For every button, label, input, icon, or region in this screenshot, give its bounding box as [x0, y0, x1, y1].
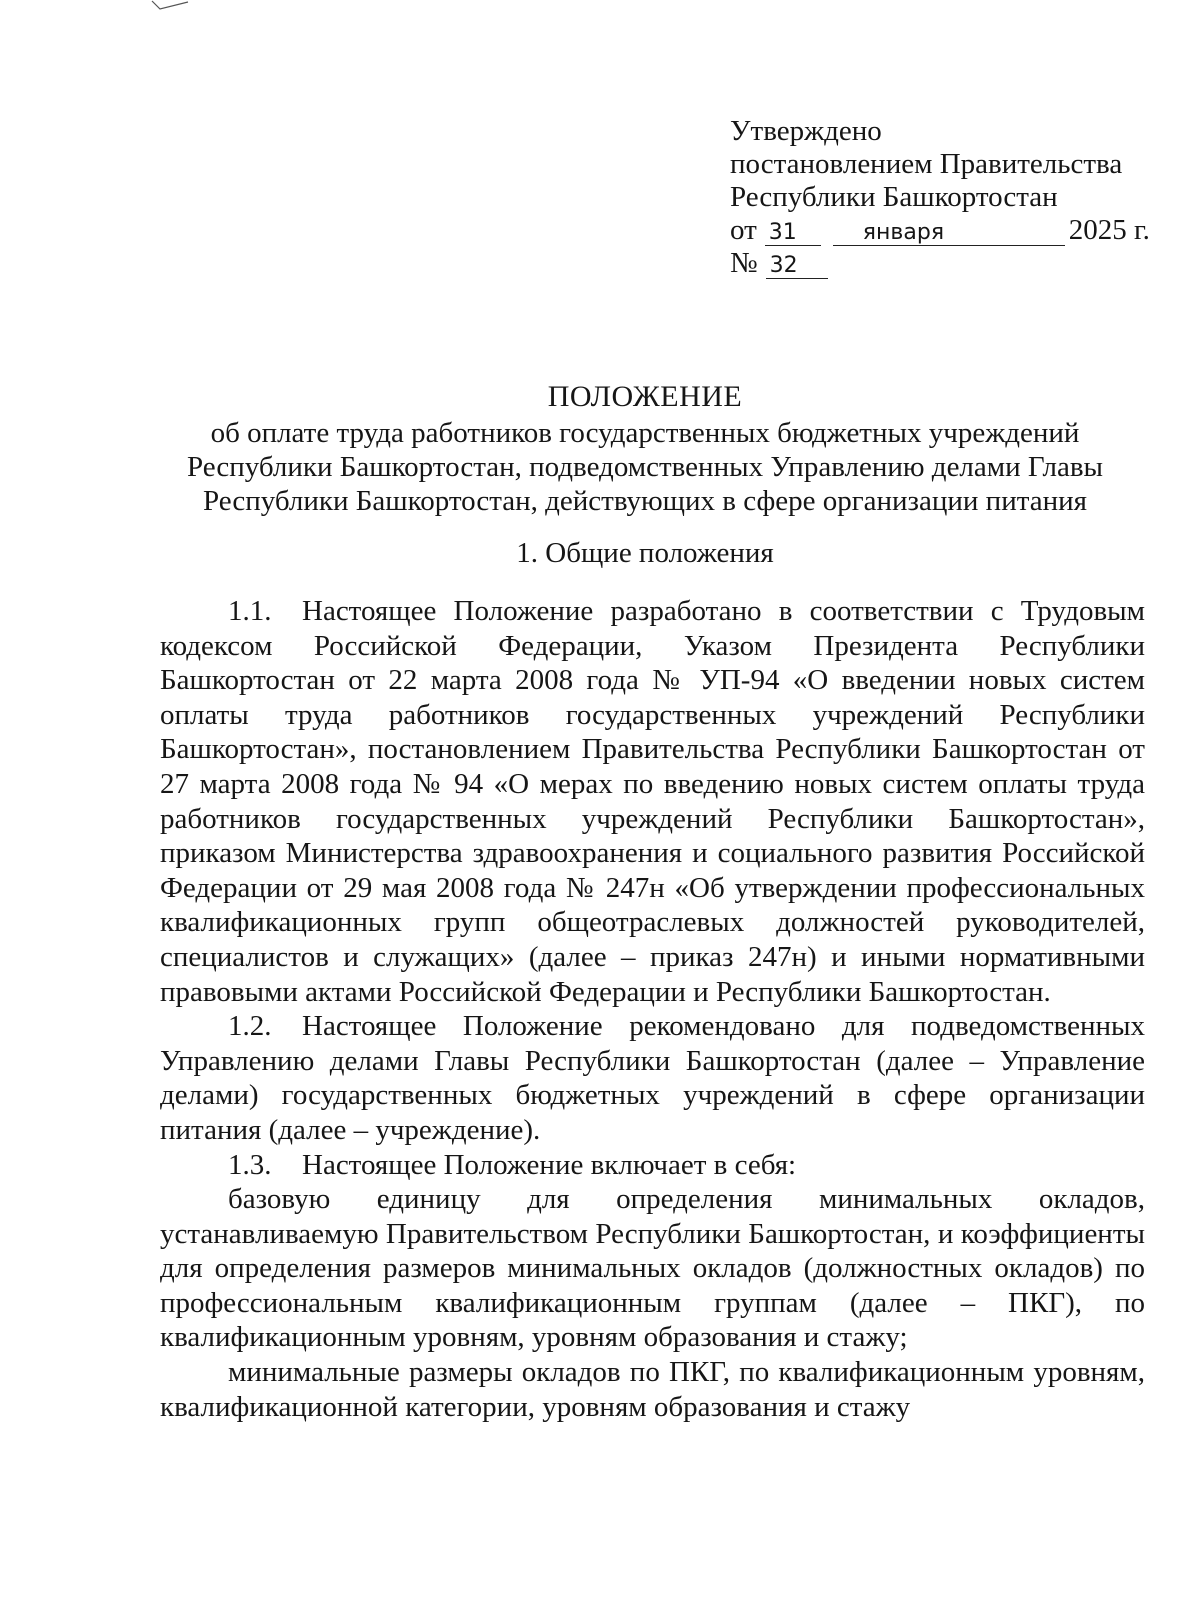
number-value: 32: [769, 253, 798, 278]
number-prefix: №: [730, 247, 758, 279]
document-subtitle-line-1: об оплате труда работников государственных бюджетных учреждений: [210, 417, 1080, 449]
paragraph-1-3: [160, 1148, 1145, 1183]
date-day-field: [765, 217, 821, 246]
paragraph-list-item-2: минимальные размеры окладов по ПКГ, по квалификационным уровням, квалификационной категории, уровням образования и стажу: [160, 1356, 1145, 1423]
scan-artifact-mark: [150, 0, 190, 12]
paragraph-1-2: [160, 1009, 1145, 1147]
paragraph-text: Настоящее Положение разработано в соответствии с Трудовым кодексом Российской Федерации, Указом Президента Республики Башкортостан от 22 марта 2008 года № УП-94 «О введении новых систем оплаты труда работников государственных учреждений Республики Башкортостан», постановлением Правительства Республики Башкортостан от 27 марта 2008 года № 94 «О мерах по введению новых систем оплаты труда работников государственных учреждений Республики Башкортостан», приказом Министерства здравоохранения и социального развития Российской Федерации от 29 мая 2008 года № 247н «Об утверждении профессиональных квалификационных групп общеотраслевых должностей руководителей, специалистов и служащих» (далее – приказ 247н) и иными нормативными правовыми актами Российской Федерации и Республики Башкортостан.: [160, 595, 1145, 1008]
date-day-value: 31: [768, 220, 797, 245]
section-heading: 1. Общие положения: [516, 537, 774, 569]
paragraph-number: 1.2.: [228, 1010, 272, 1043]
document-subtitle-line-2: Республики Башкортостан, подведомственных Управлению делами Главы: [186, 451, 1104, 483]
paragraph-text: Настоящее Положение рекомендовано для подведомственных Управлению делами Главы Республики Башкортостан (далее – Управление делами) государственных бюджетных учреждений в сфере организации питания (далее – учреждение).: [160, 1010, 1145, 1146]
paragraph-1-1: [160, 594, 1145, 1009]
approval-block: [730, 115, 1170, 280]
document-title-block: [150, 380, 1140, 518]
body-text: [160, 594, 1145, 1424]
document-title: ПОЛОЖЕНИЕ: [547, 380, 743, 413]
approval-line-approved: Утверждено: [730, 115, 882, 147]
date-month-field: [833, 217, 1065, 246]
approval-date-line: [730, 214, 1170, 247]
number-field: [766, 250, 828, 279]
approval-line-resolution: постановлением Правительства: [730, 148, 1123, 180]
paragraph-number: 1.3.: [228, 1148, 272, 1181]
document-subtitle-line-3: Республики Башкортостан, действующих в сфере организации питания: [203, 485, 1087, 517]
date-month-value: января: [862, 220, 945, 245]
date-year: 2025 г.: [1068, 214, 1150, 246]
approval-line-republic: Республики Башкортостан: [730, 181, 1058, 213]
date-prefix: от: [730, 214, 757, 246]
paragraph-number: 1.1.: [228, 595, 272, 627]
approval-number-line: [730, 247, 1170, 280]
paragraph-text: Настоящее Положение включает в себя:: [302, 1148, 797, 1181]
paragraph-list-item-1: базовую единицу для определения минимальных окладов, устанавливаемую Правительством Республики Башкортостан, и коэффициенты для определения размеров минимальных окладов (должностных окладов) по профессиональным квалификационным группам (далее – ПКГ), по квалификационным уровням, уровням образования и стажу;: [160, 1183, 1145, 1354]
